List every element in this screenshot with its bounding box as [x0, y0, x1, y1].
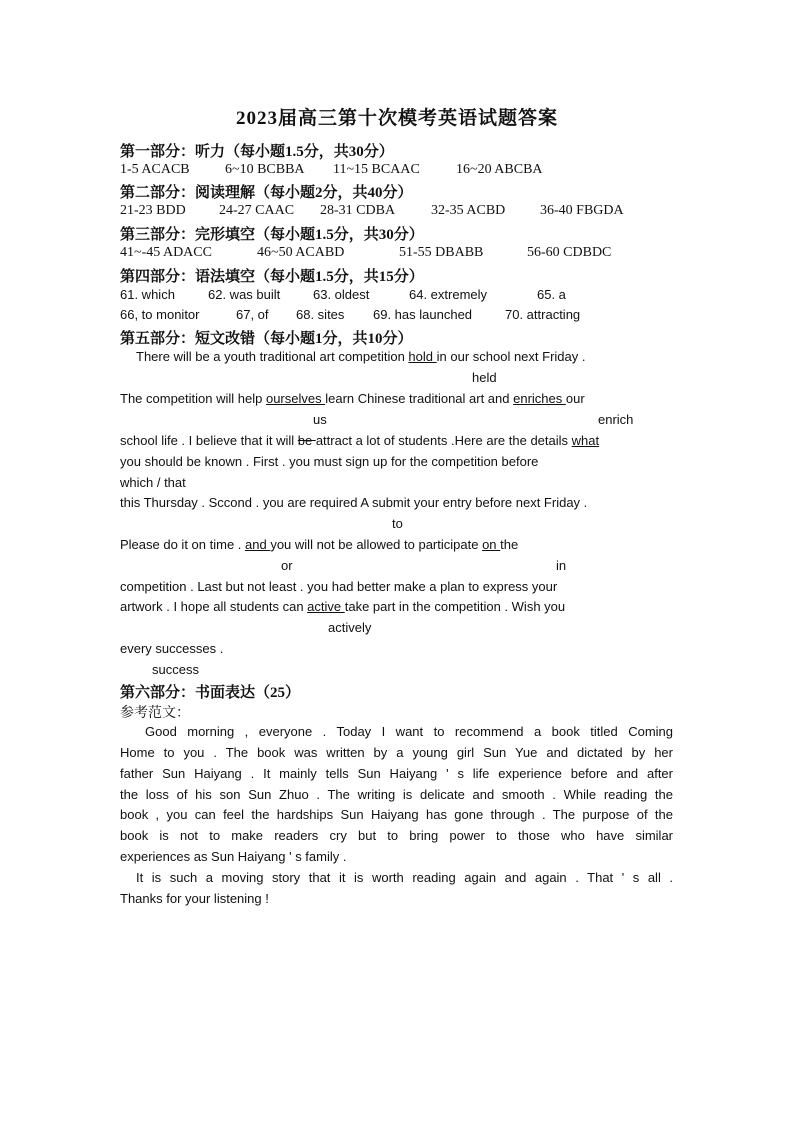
essay-line: It is such a moving story that it is worth reading again and again . That ' s all .: [136, 870, 673, 885]
sample-essay-label: 参考范文：: [120, 706, 190, 721]
correction: enrich: [598, 412, 634, 427]
section-3-heading: 第三部分：完形填空（每小题1.5分，共30分）: [120, 227, 424, 243]
correction: in: [556, 558, 567, 573]
correction: which / that: [120, 475, 186, 490]
section-5-heading: 第五部分：短文改错（每小题1分，共10分）: [120, 331, 413, 347]
passage-line: artwork . I hope all students can active take part in the competition . Wish you: [120, 599, 566, 614]
section-6-heading: 第六部分：书面表达（25）: [120, 685, 301, 701]
answer-item: 61. which: [120, 287, 175, 302]
answer-item: 66, to monitor: [120, 307, 200, 322]
correction: success: [152, 662, 199, 677]
answer-group: 28-31 CDBA: [320, 203, 396, 218]
answer-group: 51-55 DBABB: [399, 245, 484, 260]
answer-item: 62. was built: [208, 287, 281, 302]
section-2-heading: 第二部分：阅读理解（每小题2分，共40分）: [120, 185, 413, 201]
answer-group: 1-5 ACACB: [120, 162, 190, 177]
section-4-heading: 第四部分：语法填空（每小题1.5分，共15分）: [120, 269, 424, 285]
answer-item: 67, of: [236, 307, 269, 322]
answer-item: 65. a: [537, 287, 566, 302]
correction: us: [313, 412, 327, 427]
essay-line: experiences as Sun Haiyang ' s family .: [120, 849, 347, 864]
essay-line: book , you can feel the hardships Sun Haiyang has gone through . The purpose of the: [120, 807, 673, 822]
passage-line: Please do it on time . and you will not be allowed to participate on the: [120, 537, 519, 552]
answer-item: 69. has launched: [373, 307, 473, 322]
passage-line: There will be a youth traditional art competition hold in our school next Friday .: [136, 349, 586, 364]
essay-line: book is not to make readers cry but to bring power to those who have similar: [120, 828, 673, 843]
passage-line: competition . Last but not least . you had better make a plan to express your: [120, 579, 558, 594]
passage-line: this Thursday . Sccond . you are required A submit your entry before next Friday .: [120, 495, 588, 510]
answer-group: 41~-45 ADACC: [120, 245, 212, 260]
answer-item: 64. extremely: [409, 287, 488, 302]
section-1-heading: 第一部分：听力（每小题1.5分，共30分）: [120, 144, 394, 160]
answer-group: 46~50 ACABD: [257, 245, 345, 260]
essay-line: Thanks for your listening !: [120, 891, 269, 906]
correction: actively: [328, 620, 372, 635]
essay-line: Home to you . The book was written by a young girl Sun Yue and dictated by her: [120, 745, 673, 760]
passage-line: The competition will help ourselves learn Chinese traditional art and enriches our: [120, 391, 585, 406]
passage-line: every successes .: [120, 641, 224, 656]
correction: held: [472, 370, 497, 385]
correction: to: [392, 516, 403, 531]
correction: or: [281, 558, 293, 573]
page-title: 2023届高三第十次模考英语试题答案: [235, 108, 558, 129]
essay-line: father Sun Haiyang . It mainly tells Sun Haiyang ' s life experience before and after: [120, 766, 673, 781]
answer-group: 32-35 ACBD: [431, 203, 506, 218]
passage-line: school life . I believe that it will be attract a lot of students .Here are the details what: [120, 433, 600, 448]
answer-group: 56-60 CDBDC: [527, 245, 612, 260]
answer-group: 11~15 BCAAC: [333, 162, 420, 177]
answer-group: 24-27 CAAC: [219, 203, 295, 218]
answer-group: 36-40 FBGDA: [540, 203, 624, 218]
answer-item: 68. sites: [296, 307, 345, 322]
answer-item: 70. attracting: [505, 307, 581, 322]
passage-line: you should be known . First . you must sign up for the competition before: [120, 454, 539, 469]
answer-group: 6~10 BCBBA: [225, 162, 305, 177]
answer-item: 63. oldest: [313, 287, 370, 302]
essay-line: Good morning , everyone . Today I want to recommend a book titled Coming: [145, 724, 673, 739]
answer-group: 21-23 BDD: [120, 203, 186, 218]
essay-line: the loss of his son Sun Zhuo . The writing is delicate and smooth . While reading the: [120, 787, 673, 802]
answer-group: 16~20 ABCBA: [456, 162, 543, 177]
